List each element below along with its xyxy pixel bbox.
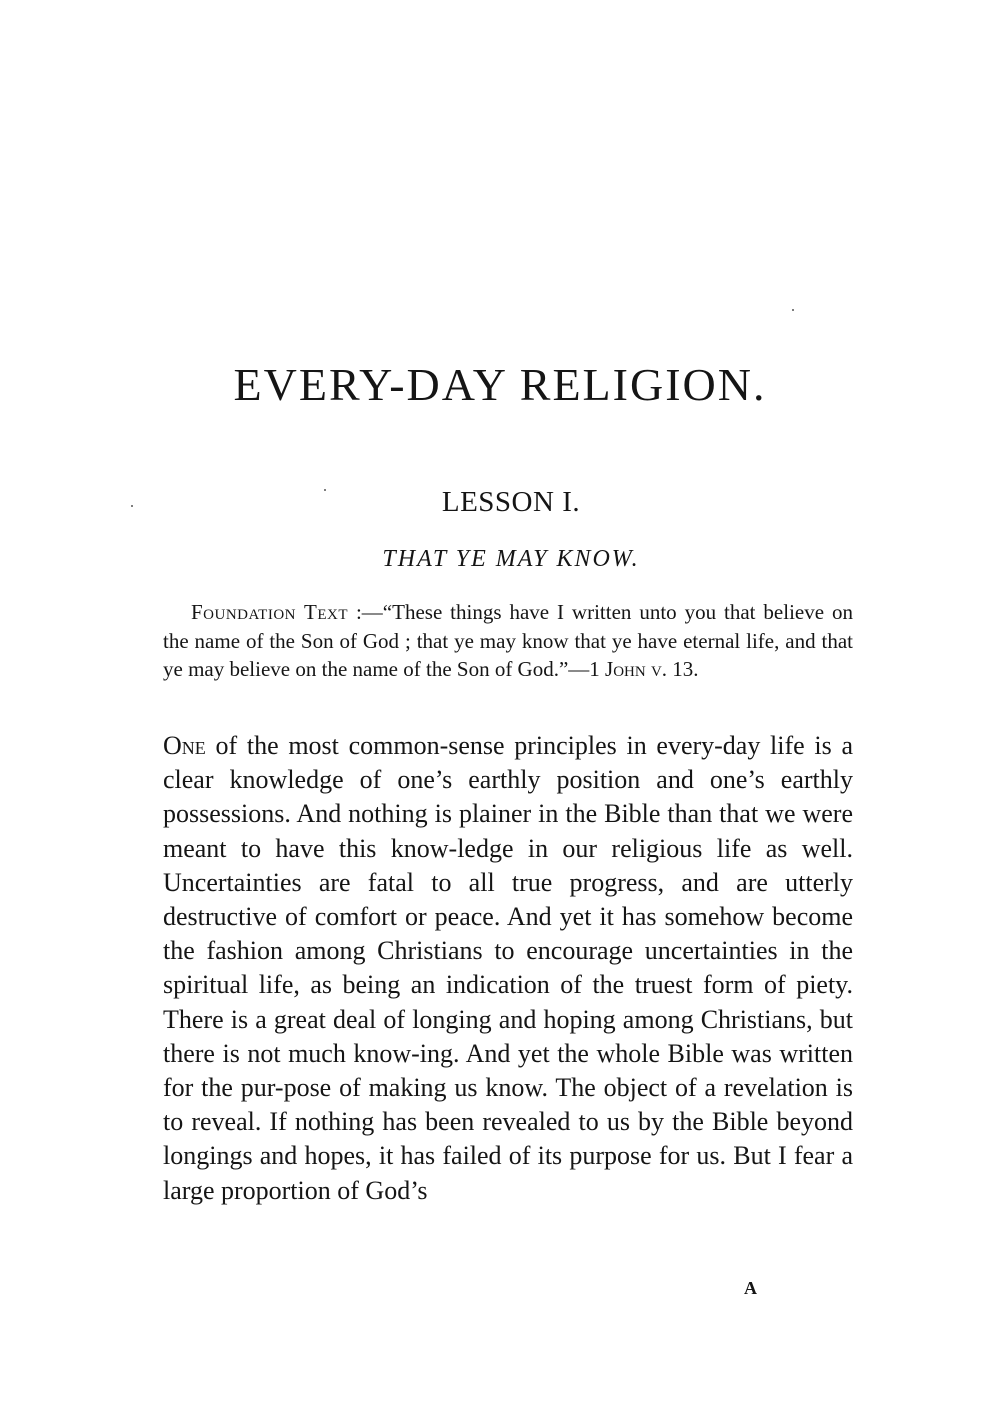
signature-mark: A <box>744 1278 757 1298</box>
paragraph-text: of the most common-sense principles in every-day life is a clear knowledge of one’s earthly position and one’s earthly possessions. And nothing is plainer in the Bible than that we were meant to have this know-ledge in our religious life as well. Uncertainties are fatal to all true progress, and are utterly destructive of comfort or peace. And yet it has somehow become the fashion among Christians to encourage uncertainties in the spiritual life, as being an indication of the truest form of piety. There is a great deal of longing and hoping among Christians, but there is not much know-ing. And yet the whole Bible was written for the pur-pose of making us know. The object of a revelation is to reveal. If nothing has been revealed to us by the Bible beyond longings and hopes, it has failed of its purpose for us. But I fear a large proportion of God’s <box>163 731 853 1205</box>
foundation-separator: :— <box>348 600 383 624</box>
scan-speck <box>324 489 326 491</box>
body-paragraph <box>163 729 853 1208</box>
opening-word: One <box>163 731 206 760</box>
foundation-text <box>163 598 853 684</box>
scan-speck <box>131 505 133 507</box>
foundation-dash: — <box>568 657 590 681</box>
lesson-subtitle: THAT YE MAY KNOW. <box>382 546 640 572</box>
scan-speck <box>792 309 794 311</box>
scripture-reference: 1 John v. 13. <box>589 657 699 681</box>
foundation-quote: “These things have I written unto you that believe on the name of the Son of God ; that ye may know that ye have eternal life, and that ye may believe on the name of the Son of God.” <box>163 600 853 681</box>
foundation-label: Foundation Text <box>191 600 349 624</box>
book-title: EVERY-DAY RELIGION. <box>233 359 767 410</box>
lesson-number: LESSON I. <box>441 486 581 518</box>
